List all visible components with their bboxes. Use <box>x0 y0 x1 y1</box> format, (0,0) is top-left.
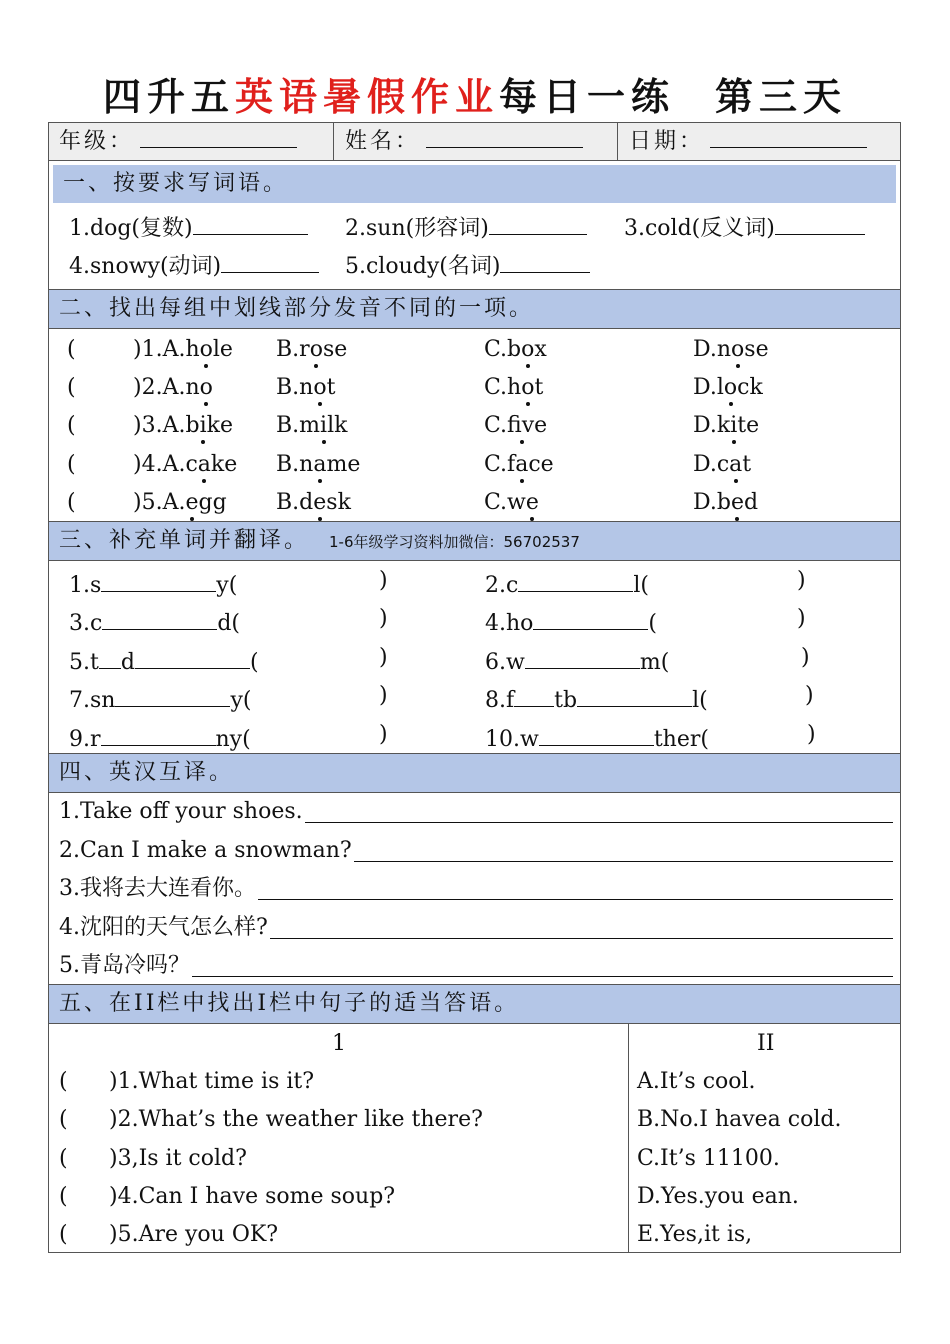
underlined-letter: o <box>731 337 745 362</box>
choice-c: C.we <box>484 490 539 515</box>
choice-c: C.face <box>484 452 554 477</box>
letter-blank[interactable] <box>525 644 640 669</box>
section3-header: 三、补充单词并翻译。 1-6年级学习资料加微信：56702537 <box>49 521 900 561</box>
letter-blank[interactable] <box>577 682 692 707</box>
underlined-letter: o <box>521 337 535 362</box>
column-i-label: 1 <box>332 1031 346 1056</box>
choice-d: D.nose <box>693 337 769 362</box>
answer-blank[interactable] <box>193 210 308 235</box>
translation-line[interactable] <box>270 914 893 939</box>
letter-blank[interactable] <box>514 682 554 707</box>
page-title <box>0 66 950 121</box>
translation-line[interactable] <box>354 837 893 862</box>
response-3: C.It’s 11100. <box>637 1146 780 1171</box>
s1-item-5: 5.cloudy(名词) <box>345 248 590 281</box>
choice-c: C.fve <box>484 413 548 438</box>
close-paren: ) <box>379 645 388 670</box>
translate-item-1: 1.Take off your shoes. <box>59 798 893 826</box>
answer-blank[interactable] <box>221 248 319 273</box>
contact-note: 1-6年级学习资料加微信：56702537 <box>329 533 580 551</box>
question-2: )2.What’s the weather like there? <box>109 1107 483 1132</box>
fill-word-10: 10.w ther( <box>485 721 709 754</box>
choice-b: B.not <box>276 375 336 400</box>
fill-word-6: 6.w m( <box>485 644 669 677</box>
section1-header: 一、按要求写词语。 <box>53 165 896 203</box>
underlined-letter: a <box>313 452 327 477</box>
fill-word-5: 5.t d ( <box>69 644 259 677</box>
choice-a: )5.A.egg <box>133 490 227 515</box>
s1-item-4: 4.snowy(动词) <box>69 248 319 281</box>
fill-word-7: 7.sn y( <box>69 682 251 715</box>
underlined-letter: i <box>730 413 738 438</box>
info-row <box>49 123 900 161</box>
choice-d: D.kite <box>693 413 760 438</box>
close-paren: ) <box>801 645 810 670</box>
choice-c: C.box <box>484 337 547 362</box>
choice-b: B.milk <box>276 413 348 438</box>
title-day: 第三天 <box>715 74 848 119</box>
underlined-letter: i <box>320 413 328 438</box>
underlined-letter: a <box>729 452 743 477</box>
choice-d: D.cat <box>693 452 752 477</box>
letter-blank[interactable] <box>518 567 633 592</box>
close-paren: ) <box>379 683 388 708</box>
close-paren: ) <box>379 606 388 631</box>
choice-a: )3.A.bike <box>133 413 233 438</box>
grade-field[interactable]: 年级： <box>59 123 297 161</box>
answer-paren[interactable]: ( <box>67 337 76 362</box>
underlined-letter: i <box>199 413 207 438</box>
letter-blank[interactable] <box>99 644 121 669</box>
answer-blank[interactable] <box>500 248 590 273</box>
letter-blank[interactable] <box>135 644 250 669</box>
question-1: )1.What time is it? <box>109 1069 315 1094</box>
section2-header: 二、找出每组中划线部分发音不同的一项。 <box>49 289 900 329</box>
response-2: B.No.I havea cold. <box>637 1107 842 1132</box>
translation-line[interactable] <box>258 875 893 900</box>
underlined-letter: o <box>309 337 323 362</box>
fill-word-2: 2.c l( <box>485 567 649 600</box>
translation-line[interactable] <box>192 952 893 977</box>
title-highlight: 英语暑假作业 <box>234 74 499 119</box>
underlined-letter: o <box>199 375 213 400</box>
letter-blank[interactable] <box>102 605 217 630</box>
choice-b: B.name <box>276 452 361 477</box>
title-suffix: 每日一练 <box>499 74 676 119</box>
fill-word-3: 3.c d( <box>69 605 240 638</box>
letter-blank[interactable] <box>539 721 654 746</box>
answer-paren[interactable]: ( <box>59 1107 68 1132</box>
response-1: A.It’s cool. <box>637 1069 756 1094</box>
answer-paren[interactable]: ( <box>59 1222 68 1247</box>
close-paren: ) <box>805 683 814 708</box>
underlined-letter: o <box>723 375 738 400</box>
date-field[interactable]: 日期： <box>629 123 867 161</box>
underlined-letter: o <box>521 375 535 400</box>
close-paren: ) <box>379 568 388 593</box>
underlined-letter: e <box>185 490 199 515</box>
answer-paren[interactable]: ( <box>59 1146 68 1171</box>
underlined-letter: a <box>515 452 529 477</box>
s1-item-1: 1.dog(复数) <box>69 210 308 243</box>
choice-d: D.lock <box>693 375 763 400</box>
question-4: )4.Can I have some soup? <box>109 1184 396 1209</box>
response-5: E.Yes,it is, <box>637 1222 753 1247</box>
fill-word-1: 1.s y( <box>69 567 237 600</box>
choice-b: B.desk <box>276 490 351 515</box>
underlined-letter: a <box>197 452 211 477</box>
fill-word-4: 4.ho ( <box>485 605 657 638</box>
section4-header: 四、英汉互译。 <box>49 753 900 793</box>
answer-paren[interactable]: ( <box>59 1184 68 1209</box>
response-4: D.Yes.you ean. <box>637 1184 799 1209</box>
underlined-letter: e <box>313 490 327 515</box>
name-field[interactable]: 姓名： <box>345 123 583 161</box>
choice-d: D.bed <box>693 490 759 515</box>
answer-paren[interactable]: ( <box>59 1069 68 1094</box>
fill-word-8: 8.f tb l( <box>485 682 708 715</box>
question-5: )5.Are you OK? <box>109 1222 279 1247</box>
title-prefix: 四升五 <box>102 74 235 119</box>
choice-a: )4.A.cake <box>133 452 238 477</box>
choice-c: C.hot <box>484 375 544 400</box>
answer-paren[interactable]: ( <box>67 375 76 400</box>
question-3: )3,Is it cold? <box>109 1146 247 1171</box>
answer-paren[interactable]: ( <box>67 490 76 515</box>
s1-item-2: 2.sun(形容词) <box>345 210 587 243</box>
close-paren: ) <box>379 722 388 747</box>
s1-item-3: 3.cold(反义词) <box>624 210 865 243</box>
answer-paren[interactable]: ( <box>67 413 76 438</box>
fill-word-9: 9.r ny( <box>69 721 251 754</box>
answer-blank[interactable] <box>489 210 587 235</box>
underlined-letter: o <box>313 375 327 400</box>
column-ii-label: II <box>757 1031 775 1056</box>
worksheet <box>48 122 901 1253</box>
underlined-letter: e <box>525 490 539 515</box>
choice-a: )2.A.no <box>133 375 213 400</box>
translate-item-2: 2.Can I make a snowman? <box>59 837 893 865</box>
letter-blank[interactable] <box>115 682 230 707</box>
letter-blank[interactable] <box>101 721 216 746</box>
underlined-letter: e <box>730 490 744 515</box>
translate-item-3: 3.我将去大连看你。 <box>59 875 893 903</box>
answer-blank[interactable] <box>775 210 865 235</box>
translate-item-4: 4.沈阳的天气怎么样? <box>59 914 893 942</box>
choice-a: )1.A.hole <box>133 337 233 362</box>
letter-blank[interactable] <box>533 605 648 630</box>
close-paren: ) <box>807 722 816 747</box>
close-paren: ) <box>797 568 806 593</box>
answer-paren[interactable]: ( <box>67 452 76 477</box>
close-paren: ) <box>797 606 806 631</box>
section5-header: 五、在II栏中找出I栏中句子的适当答语。 <box>49 984 900 1024</box>
choice-b: B.rose <box>276 337 348 362</box>
translate-item-5: 5.青岛冷吗？ <box>59 952 893 980</box>
underlined-letter: o <box>199 337 213 362</box>
letter-blank[interactable] <box>101 567 216 592</box>
translation-line[interactable] <box>305 798 893 823</box>
